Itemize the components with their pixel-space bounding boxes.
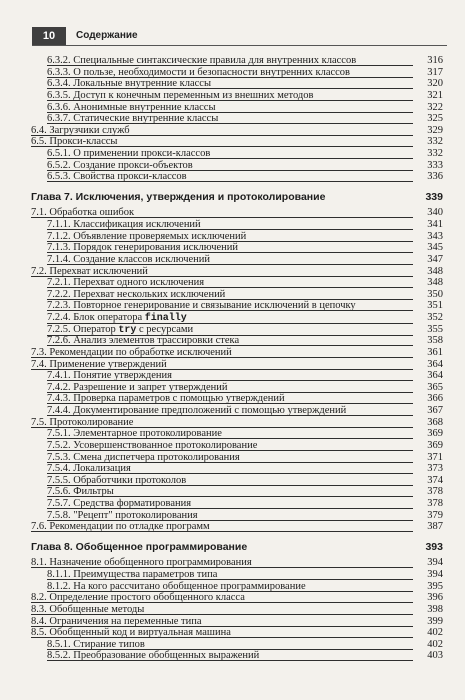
toc-page-number: 321 bbox=[427, 89, 443, 101]
toc-entry-title: 8.4. Ограничения на переменные типа bbox=[31, 615, 413, 628]
toc-entry-title: 7.2.4. Блок оператора finally bbox=[47, 311, 413, 325]
toc-page-number: 395 bbox=[427, 580, 443, 592]
toc-entry-title: 7.4.3. Проверка параметров с помощью утверждений bbox=[47, 392, 413, 405]
toc-entry-title: 7.5.6. Фильтры bbox=[47, 485, 413, 498]
toc-entry-title: 7.5.7. Средства форматирования bbox=[47, 497, 413, 510]
toc-entry-title: 7.1.2. Объявление проверяемых исключений bbox=[47, 230, 413, 243]
toc-page-number: 325 bbox=[427, 113, 443, 125]
toc-page-number: 347 bbox=[427, 253, 443, 265]
toc-entry-title: 7.2.1. Перехват одного исключения bbox=[47, 276, 413, 289]
toc-page-number: 371 bbox=[427, 451, 443, 463]
toc-entry-title: 6.3.5. Доступ к конечным переменным из внешних методов bbox=[47, 89, 413, 102]
toc-page-number: 374 bbox=[427, 474, 443, 486]
toc-page-number: 396 bbox=[427, 592, 443, 604]
toc-entry-title: 7.2.6. Анализ элементов трассировки стека bbox=[47, 334, 413, 347]
toc-page-number: 329 bbox=[427, 124, 443, 136]
toc-page-number: 340 bbox=[427, 207, 443, 219]
toc-page-number: 398 bbox=[427, 603, 443, 615]
toc-entry-title: 7.2. Перехват исключений bbox=[31, 265, 413, 278]
toc-entry-title: 6.3.6. Анонимные внутренние классы bbox=[47, 101, 413, 114]
toc-page-number: 378 bbox=[427, 486, 443, 498]
toc-page-number: 387 bbox=[427, 521, 443, 533]
toc-page-number: 343 bbox=[427, 230, 443, 242]
page-header bbox=[32, 27, 447, 46]
toc-entry-title: 8.1.1. Преимущества параметров типа bbox=[47, 568, 413, 581]
toc-page-number: 361 bbox=[427, 346, 443, 358]
toc-entry-title: 8.1.2. На кого рассчитано обобщенное программирование bbox=[47, 580, 413, 593]
toc-page-number: 379 bbox=[427, 509, 443, 521]
toc-entry-title: 7.1. Обработка ошибок bbox=[31, 206, 413, 219]
toc-entry-title: 7.4. Применение утверждений bbox=[31, 358, 413, 371]
toc-entry-title: 8.5.2. Преобразование обобщенных выражений bbox=[47, 649, 413, 662]
toc-page-number: 402 bbox=[427, 638, 443, 650]
toc-entry-title: 8.5. Обобщенный код и виртуальная машина bbox=[31, 626, 413, 639]
toc-entry-title: 7.5.2. Усовершенствованное протоколирование bbox=[47, 439, 413, 452]
toc-entry-title: 6.3.3. О пользе, необходимости и безопасности внутренних классов bbox=[47, 66, 413, 79]
toc-entry-title: 7.5.8. "Рецепт" протоколирования bbox=[47, 509, 413, 522]
toc-entry-title: 6.5.2. Создание прокси-объектов bbox=[47, 159, 413, 172]
toc-chapter bbox=[0, 541, 465, 554]
toc-entry-title: 7.4.2. Разрешение и запрет утверждений bbox=[47, 381, 413, 394]
toc-page-number: 364 bbox=[427, 358, 443, 370]
toc-entry-title: 7.4.1. Понятие утверждения bbox=[47, 369, 413, 382]
toc-page-number: 332 bbox=[427, 148, 443, 159]
toc-page-number: 369 bbox=[427, 428, 443, 440]
toc-page-number: 366 bbox=[427, 393, 443, 405]
toc-page-number: 350 bbox=[427, 288, 443, 300]
toc-page-number: 332 bbox=[427, 136, 443, 148]
toc-page-number: 351 bbox=[427, 300, 443, 312]
toc-page-number: 336 bbox=[427, 171, 443, 183]
toc-page-number: 317 bbox=[427, 66, 443, 78]
toc-entry bbox=[0, 520, 465, 533]
toc-page-number: 364 bbox=[427, 370, 443, 382]
toc-page-number: 320 bbox=[427, 78, 443, 90]
toc-entry-title: 6.3.7. Статические внутренние классы bbox=[47, 112, 413, 125]
toc-page-number: 355 bbox=[427, 323, 443, 335]
toc-entry-title: 6.3.4. Локальные внутренние классы bbox=[47, 77, 413, 90]
toc-entry-title: Глава 7. Исключения, утверждения и протоколирование bbox=[31, 190, 326, 203]
toc-page-number: 341 bbox=[427, 219, 443, 231]
toc-page-number: 402 bbox=[427, 627, 443, 639]
toc-entry-title: 6.5.1. О применении прокси-классов bbox=[47, 147, 413, 160]
toc-entry-title: 8.2. Определение простого обобщенного класса bbox=[31, 591, 413, 604]
toc-entry-title: 8.1. Назначение обобщенного программирования bbox=[31, 556, 413, 569]
toc-entry-title: Глава 8. Обобщенное программирование bbox=[31, 540, 248, 553]
toc-entry-title: 6.4. Загрузчики служб bbox=[31, 124, 413, 137]
toc-page-number: 369 bbox=[427, 439, 443, 451]
toc-page-number: 403 bbox=[427, 650, 443, 662]
toc-page-number: 365 bbox=[427, 381, 443, 393]
toc-entry-title: 7.3. Рекомендации по обработке исключений bbox=[31, 346, 413, 359]
toc-page-number: 393 bbox=[425, 540, 443, 553]
toc-entry bbox=[0, 170, 465, 183]
toc-entry-title: 6.5.3. Свойства прокси-классов bbox=[47, 170, 413, 183]
toc-entry-title: 7.5.4. Локализация bbox=[47, 462, 413, 475]
toc-entry bbox=[0, 649, 465, 662]
toc-page-number: 345 bbox=[427, 242, 443, 254]
toc-page-number: 333 bbox=[427, 159, 443, 171]
toc-page-number: 394 bbox=[427, 569, 443, 580]
toc-entry-title: 8.5.1. Стирание типов bbox=[47, 638, 413, 651]
page-number: 10 bbox=[32, 27, 66, 45]
toc-entry-title: 7.5.1. Элементарное протоколирование bbox=[47, 427, 413, 440]
toc-entry-title: 6.3.2. Специальные синтаксические правила для внутренних классов bbox=[47, 54, 413, 67]
toc-page-number: 394 bbox=[427, 557, 443, 569]
toc-page-number: 373 bbox=[427, 463, 443, 475]
toc-chapter bbox=[0, 191, 465, 204]
toc-entry-title: 7.1.4. Создание классов исключений bbox=[47, 253, 413, 266]
toc-page-number: 352 bbox=[427, 312, 443, 323]
toc-page-number: 358 bbox=[427, 335, 443, 347]
toc-entry-title: 7.5.3. Смена диспетчера протоколирования bbox=[47, 451, 413, 464]
toc-page-number: 399 bbox=[427, 615, 443, 627]
toc-page-number: 316 bbox=[427, 55, 443, 66]
toc-entry-title: 8.3. Обобщенные методы bbox=[31, 603, 413, 616]
toc-entry-title: 7.4.4. Документирование предположений с помощью утверждений bbox=[47, 404, 413, 417]
toc-entry-title: 7.2.2. Перехват нескольких исключений bbox=[47, 288, 413, 301]
toc-page-number: 348 bbox=[427, 265, 443, 277]
toc-page-number: 368 bbox=[427, 416, 443, 428]
toc-entry-title: 7.6. Рекомендации по отладке программ bbox=[31, 520, 413, 533]
toc-page-number: 348 bbox=[427, 277, 443, 289]
toc-entry-title: 6.5. Прокси-классы bbox=[31, 135, 413, 148]
section-title: Содержание bbox=[76, 30, 138, 41]
toc-entry-title: 7.5. Протоколирование bbox=[31, 416, 413, 429]
toc-page-number: 339 bbox=[425, 190, 443, 203]
toc-entry-title: 7.5.5. Обработчики протоколов bbox=[47, 474, 413, 487]
toc-page-number: 367 bbox=[427, 405, 443, 416]
toc-entry-title: 7.1.1. Классификация исключений bbox=[47, 218, 413, 231]
toc-page-number: 322 bbox=[427, 101, 443, 113]
toc-page-number: 378 bbox=[427, 497, 443, 509]
toc-entry-title: 7.2.5. Оператор try с ресурсами bbox=[47, 323, 413, 337]
toc-entry-title: 7.1.3. Порядок генерирования исключений bbox=[47, 241, 413, 254]
toc-entry-title: 7.2.3. Повторное генерирование и связывание исключений в цепочку bbox=[47, 299, 413, 312]
